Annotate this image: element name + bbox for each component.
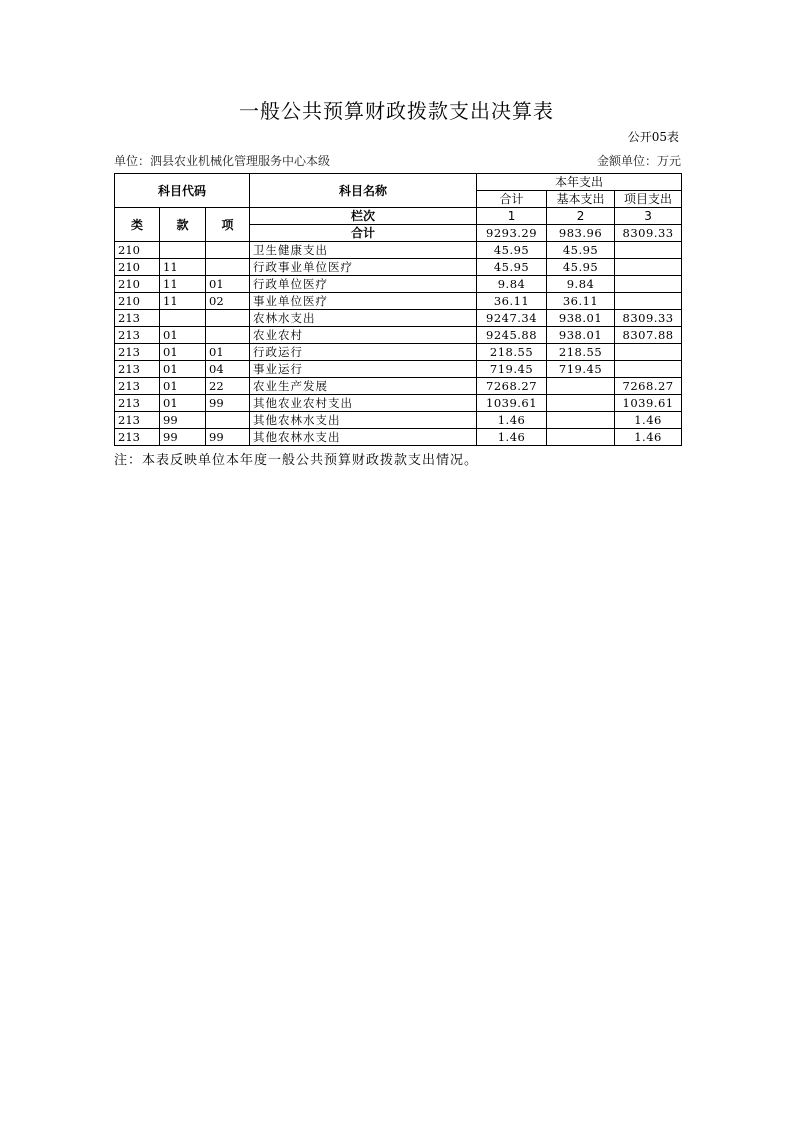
cell-project: 8309.33 xyxy=(615,310,682,327)
cell-total: 1.46 xyxy=(477,412,547,429)
cell-kuan: 01 xyxy=(160,361,206,378)
cell-name: 事业运行 xyxy=(250,361,477,378)
table-row xyxy=(115,242,682,259)
table-row xyxy=(115,327,682,344)
table-row xyxy=(115,310,682,327)
cell-project: 8307.88 xyxy=(615,327,682,344)
header-subject-code: 科目代码 xyxy=(115,174,250,208)
cell-kuan: 11 xyxy=(160,293,206,310)
cell-project xyxy=(615,293,682,310)
amount-unit: 金额单位：万元 xyxy=(596,154,681,168)
header-current-year: 本年支出 xyxy=(477,174,682,191)
cell-xiang: 01 xyxy=(206,344,250,361)
cell-project: 1039.61 xyxy=(615,395,682,412)
cell-basic: 938.01 xyxy=(547,310,615,327)
cell-project xyxy=(615,276,682,293)
header-subject-name: 科目名称 xyxy=(250,174,477,208)
cell-kuan: 01 xyxy=(160,378,206,395)
header-col3: 3 xyxy=(615,208,682,225)
cell-basic: 218.55 xyxy=(547,344,615,361)
cell-lei: 213 xyxy=(115,361,160,378)
cell-xiang xyxy=(206,327,250,344)
unit-label: 单位：泗县农业机械化管理服务中心本级 xyxy=(114,154,331,168)
cell-project: 1.46 xyxy=(615,412,682,429)
cell-lei: 213 xyxy=(115,327,160,344)
table-row xyxy=(115,361,682,378)
cell-lei: 213 xyxy=(115,412,160,429)
cell-xiang xyxy=(206,259,250,276)
cell-kuan: 01 xyxy=(160,395,206,412)
cell-total: 719.45 xyxy=(477,361,547,378)
table-row xyxy=(115,412,682,429)
cell-name: 卫生健康支出 xyxy=(250,242,477,259)
form-code: 公开05表 xyxy=(627,130,679,144)
cell-total: 218.55 xyxy=(477,344,547,361)
sum-label: 合计 xyxy=(250,225,477,242)
cell-basic xyxy=(547,378,615,395)
cell-name: 其他农林水支出 xyxy=(250,429,477,446)
cell-kuan xyxy=(160,310,206,327)
cell-xiang: 22 xyxy=(206,378,250,395)
cell-basic xyxy=(547,395,615,412)
cell-name: 农业农村 xyxy=(250,327,477,344)
cell-kuan: 11 xyxy=(160,276,206,293)
cell-kuan xyxy=(160,242,206,259)
cell-name: 行政单位医疗 xyxy=(250,276,477,293)
header-kuan: 款 xyxy=(160,208,206,242)
header-project: 项目支出 xyxy=(615,191,682,208)
sum-total: 9293.29 xyxy=(477,225,547,242)
sum-project: 8309.33 xyxy=(615,225,682,242)
cell-xiang: 99 xyxy=(206,395,250,412)
cell-lei: 213 xyxy=(115,395,160,412)
cell-project xyxy=(615,242,682,259)
cell-lei: 213 xyxy=(115,310,160,327)
cell-project xyxy=(615,344,682,361)
cell-xiang: 99 xyxy=(206,429,250,446)
cell-lei: 213 xyxy=(115,429,160,446)
cell-total: 1.46 xyxy=(477,429,547,446)
table-row xyxy=(115,259,682,276)
cell-basic: 45.95 xyxy=(547,259,615,276)
cell-kuan: 01 xyxy=(160,327,206,344)
cell-xiang: 04 xyxy=(206,361,250,378)
cell-project xyxy=(615,259,682,276)
table-row xyxy=(115,293,682,310)
cell-lei: 210 xyxy=(115,242,160,259)
cell-basic: 36.11 xyxy=(547,293,615,310)
header-col2: 2 xyxy=(547,208,615,225)
cell-kuan: 01 xyxy=(160,344,206,361)
cell-total: 9247.34 xyxy=(477,310,547,327)
cell-kuan: 99 xyxy=(160,429,206,446)
cell-total: 9.84 xyxy=(477,276,547,293)
header-basic: 基本支出 xyxy=(547,191,615,208)
table-row xyxy=(115,429,682,446)
cell-name: 农林水支出 xyxy=(250,310,477,327)
header-lei: 类 xyxy=(115,208,160,242)
cell-basic: 719.45 xyxy=(547,361,615,378)
header-total: 合计 xyxy=(477,191,547,208)
cell-kuan: 11 xyxy=(160,259,206,276)
header-col1: 1 xyxy=(477,208,547,225)
header-lanci: 栏次 xyxy=(250,208,477,225)
cell-basic: 45.95 xyxy=(547,242,615,259)
cell-total: 7268.27 xyxy=(477,378,547,395)
cell-basic xyxy=(547,429,615,446)
page-title: 一般公共预算财政拨款支出决算表 xyxy=(239,99,554,123)
cell-name: 行政运行 xyxy=(250,344,477,361)
cell-project: 7268.27 xyxy=(615,378,682,395)
header-xiang: 项 xyxy=(206,208,250,242)
cell-lei: 210 xyxy=(115,293,160,310)
cell-total: 45.95 xyxy=(477,259,547,276)
cell-total: 45.95 xyxy=(477,242,547,259)
cell-lei: 210 xyxy=(115,276,160,293)
footnote: 注：本表反映单位本年度一般公共预算财政拨款支出情况。 xyxy=(114,453,479,468)
cell-project xyxy=(615,361,682,378)
cell-project: 1.46 xyxy=(615,429,682,446)
cell-xiang xyxy=(206,242,250,259)
table-row xyxy=(115,378,682,395)
table-row xyxy=(115,344,682,361)
cell-lei: 213 xyxy=(115,344,160,361)
cell-kuan: 99 xyxy=(160,412,206,429)
cell-xiang xyxy=(206,310,250,327)
budget-table xyxy=(114,173,682,446)
cell-xiang: 02 xyxy=(206,293,250,310)
sum-basic: 983.96 xyxy=(547,225,615,242)
cell-basic: 938.01 xyxy=(547,327,615,344)
cell-xiang: 01 xyxy=(206,276,250,293)
cell-name: 其他农业农村支出 xyxy=(250,395,477,412)
cell-total: 36.11 xyxy=(477,293,547,310)
cell-name: 事业单位医疗 xyxy=(250,293,477,310)
cell-name: 行政事业单位医疗 xyxy=(250,259,477,276)
cell-lei: 210 xyxy=(115,259,160,276)
cell-basic: 9.84 xyxy=(547,276,615,293)
table-row xyxy=(115,395,682,412)
cell-total: 1039.61 xyxy=(477,395,547,412)
cell-total: 9245.88 xyxy=(477,327,547,344)
cell-basic xyxy=(547,412,615,429)
table-row xyxy=(115,276,682,293)
cell-name: 农业生产发展 xyxy=(250,378,477,395)
cell-lei: 213 xyxy=(115,378,160,395)
cell-xiang xyxy=(206,412,250,429)
cell-name: 其他农林水支出 xyxy=(250,412,477,429)
